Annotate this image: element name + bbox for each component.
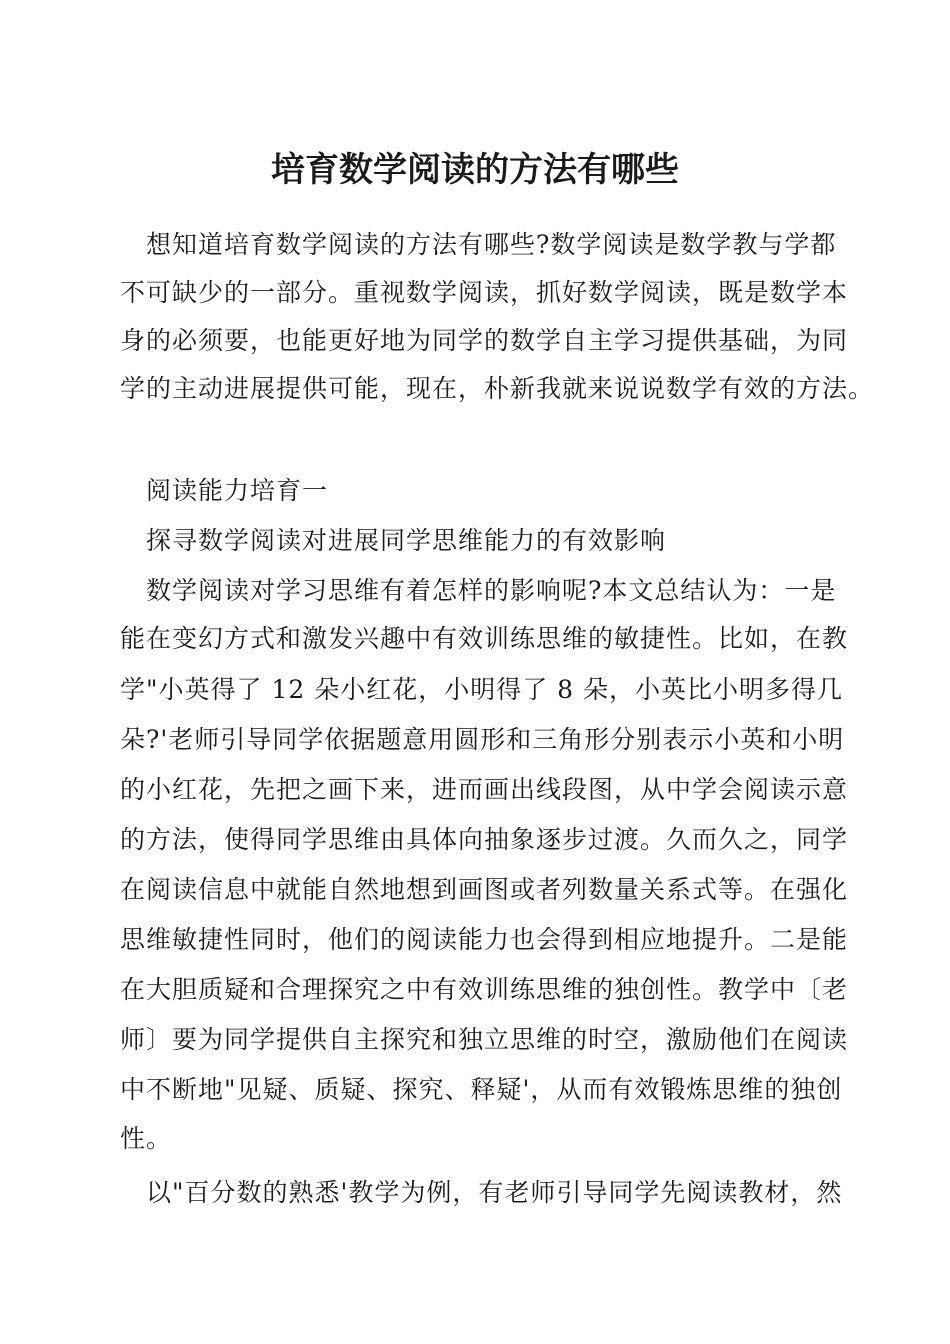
paragraph-line: 数学阅读对学习思维有着怎样的影响呢?本文总结认为：一是	[146, 576, 837, 605]
document-title: 培育数学阅读的方法有哪些	[271, 150, 679, 190]
paragraph-line: 在大胆质疑和合理探究之中有效训练思维的独创性。教学中〔老	[120, 975, 849, 1004]
paragraph-line: 能在变幻方式和激发兴趣中有效训练思维的敏捷性。比如，在教	[120, 624, 849, 653]
paragraph-line: 的方法，使得同学思维由具体向抽象逐步过渡。久而久之，同学	[120, 825, 849, 854]
paragraph-line: 中不断地"见疑、质疑、探究、释疑'，从而有效锻炼思维的独创	[120, 1075, 843, 1104]
paragraph-line: 在阅读信息中就能自然地想到画图或者列数量关系式等。在强化	[120, 875, 849, 904]
paragraph-line: 学"小英得了 12 朵小红花，小明得了 8 朵，小英比小明多得几	[120, 675, 844, 704]
paragraph-line: 朵?'老师引导同学依据题意用圆形和三角形分别表示小英和小明	[120, 725, 845, 754]
paragraph-line: 想知道培育数学阅读的方法有哪些?数学阅读是数学教与学都	[146, 230, 837, 259]
section-heading: 阅读能力培育一	[146, 476, 329, 505]
paragraph-line: 不可缺少的一部分。重视数学阅读，抓好数学阅读，既是数学本	[120, 278, 849, 307]
paragraph-line: 性。	[120, 1124, 173, 1153]
paragraph-line: 身的必须要，也能更好地为同学的数学自主学习提供基础，为同	[120, 326, 849, 355]
paragraph-line: 师〕要为同学提供自主探究和独立思维的时空，激励他们在阅读	[120, 1025, 849, 1054]
paragraph-line: 的小红花，先把之画下来，进而画出线段图，从中学会阅读示意	[120, 775, 849, 804]
paragraph-line: 学的主动进展提供可能，现在，朴新我就来说说数学有效的方法。	[120, 374, 875, 403]
paragraph-line: 以"百分数的熟悉'教学为例，有老师引导同学先阅读教材，然	[146, 1178, 843, 1207]
paragraph-line: 思维敏捷性同时，他们的阅读能力也会得到相应地提升。二是能	[120, 925, 849, 954]
section-subheading: 探寻数学阅读对进展同学思维能力的有效影响	[146, 526, 667, 555]
